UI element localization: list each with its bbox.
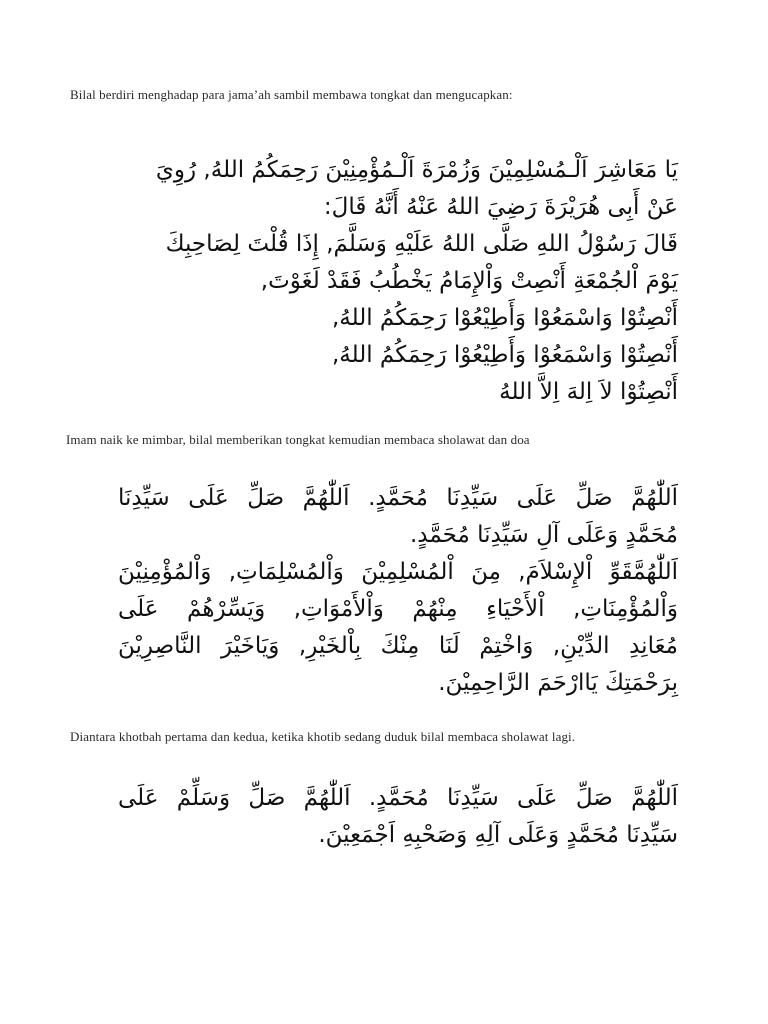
instruction-text-imam-ascends: Imam naik ke mimbar, bilal memberikan tongkat kemudian membaca sholawat dan doa bbox=[66, 432, 530, 447]
arabic-text-block-sholawat-doa bbox=[118, 480, 678, 702]
arabic-line: مُعَانِدِ الدِّيْنِ, وَاخْتِمْ لَنَا مِنْكَ بِاْلخَيْرِ, وَيَاخَيْرَ النَّاصِرِيْنَ bbox=[118, 633, 678, 659]
arabic-line: بِرَحْمَتِكَ يَاارْحَمَ الرَّاحِمِيْنَ. bbox=[438, 670, 678, 696]
arabic-line: وَاْلمُؤْمِنَاتِ, اْلأَحْيَاءِ مِنْهُمْ وَاْلأَمْوَاتِ, وَيَسِّرْهُمْ عَلَى bbox=[118, 596, 678, 622]
arabic-line: أَنْصِتُوْا لاَ اِلهَ اِلاَّ اللهُ bbox=[499, 379, 678, 405]
arabic-line: عَنْ أَبِى هُرَيْرَةَ رَضِيَ اللهُ عَنْهُ أَنَّهُ قَالَ: bbox=[323, 194, 678, 220]
arabic-text-block-sholawat bbox=[118, 780, 678, 854]
arabic-line: أَنْصِتُوْا وَاسْمَعُوْا وَأَطِيْعُوْا رَحِمَكُمُ اللهُ, bbox=[331, 342, 678, 368]
arabic-line: قَالَ رَسُوْلُ اللهِ صَلَّى اللهُ عَلَيْهِ وَسَلَّمَ, إِذَا قُلْتَ لِصَاحِبِكَ bbox=[165, 231, 678, 257]
instruction-text-bilal-stands: Bilal berdiri menghadap para jama’ah sambil membawa tongkat dan mengucapkan: bbox=[70, 87, 513, 102]
arabic-line: يَوْمَ اْلجُمْعَةِ أَنْصِتْ وَاْلإِمَامُ يَخْطُبُ فَقَدْ لَغَوْتَ, bbox=[260, 268, 678, 294]
arabic-line: اَللّٰهُمَّقَوِّ اْلإِسْلاَمَ, مِنَ اْلمُسْلِمِيْنَ وَاْلمُسْلِمَاتِ, وَاْلمُؤْمِنِيْنَ bbox=[118, 559, 678, 585]
arabic-line: مُحَمَّدٍ وَعَلَى آلِ سَيِّدِنَا مُحَمَّدٍ. bbox=[409, 522, 678, 548]
arabic-line: سَيِّدِنَا مُحَمَّدٍ وَعَلَى آلِهِ وَصَحْبِهِ اَجْمَعِيْنَ. bbox=[318, 822, 678, 848]
instruction-text-between-khotbah: Diantara khotbah pertama dan kedua, ketika khotib sedang duduk bilal membaca sholawat lagi. bbox=[70, 729, 576, 744]
arabic-line: اَللّٰهُمَّ صَلِّ عَلَى سَيِّدِنَا مُحَمَّدٍ. اَللّٰهُمَّ صَلِّ وَسَلِّمْ عَلَى bbox=[118, 785, 678, 811]
arabic-line: اَللّٰهُمَّ صَلِّ عَلَى سَيِّدِنَا مُحَمَّدٍ. اَللّٰهُمَّ صَلِّ عَلَى سَيِّدِنَا bbox=[118, 485, 678, 511]
arabic-text-block-call bbox=[118, 152, 678, 411]
arabic-line: أَنْصِتُوْا وَاسْمَعُوْا وَأَطِيْعُوْا رَحِمَكُمُ اللهُ, bbox=[331, 305, 678, 331]
arabic-line: يَا مَعَاشِرَ اَلْـمُسْلِمِيْنَ وَزُمْرَةَ اَلْـمُؤْمِنِيْنَ رَحِمَكُمُ اللهُ, رُوِيَ bbox=[155, 157, 678, 183]
